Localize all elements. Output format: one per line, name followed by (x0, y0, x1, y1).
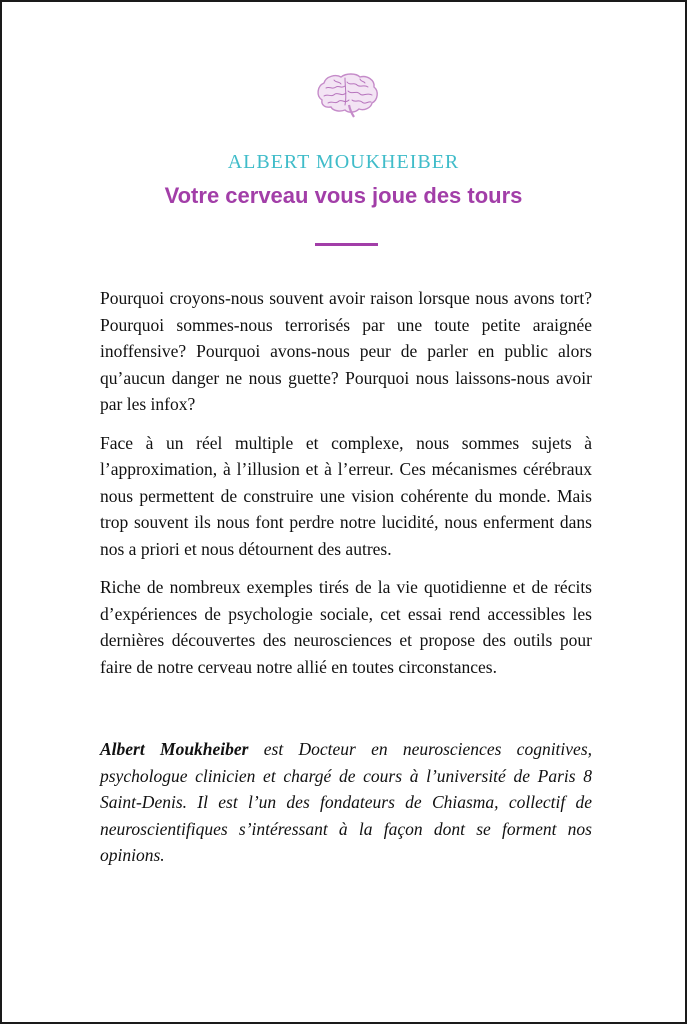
summary-text (100, 285, 592, 692)
bio-author-name: Albert Moukheiber (100, 739, 249, 759)
author-name: ALBERT MOUKHEIBER (227, 151, 460, 173)
divider (315, 243, 378, 246)
summary-paragraph: Riche de nombreux exemples tirés de la vie quotidienne et de récits d’expériences de psychologie sociale, cet essai rend accessibles les dernières découvertes des neurosciences et propose des outils pour faire de notre cerveau notre allié en toutes circonstances. (100, 577, 592, 677)
book-title: Votre cerveau vous joue des tours (164, 183, 523, 208)
brain-icon (314, 72, 380, 118)
author-bio (100, 736, 592, 869)
summary-paragraph: Face à un réel multiple et complexe, nous sommes sujets à l’approximation, à l’illusion et à l’erreur. Ces mécanismes cérébraux nous permettent de construire une vision cohérente du monde. Mais trop souvent ils nous font perdre notre lucidité, nous enferment dans nos a priori et nous détournent des autres. (100, 432, 592, 559)
summary-paragraph: Pourquoi croyons-nous souvent avoir raison lorsque nous avons tort? Pourquoi sommes-nous terrorisés par une toute petite araignée inoffensive? Pourquoi avons-nous peur de parler en public alors qu’aucun danger ne nous guette? Pourquoi nous laissons-nous avoir par les infox? (100, 288, 592, 414)
bio-text: est Docteur en neurosciences cognitives, psychologue clinicien et chargé de cours à l’université de Paris 8 Saint-Denis. Il est l’un des fondateurs de Chiasma, collectif de neuroscientifiques s’intéressant à la façon dont se forment nos opinions. (100, 739, 592, 865)
